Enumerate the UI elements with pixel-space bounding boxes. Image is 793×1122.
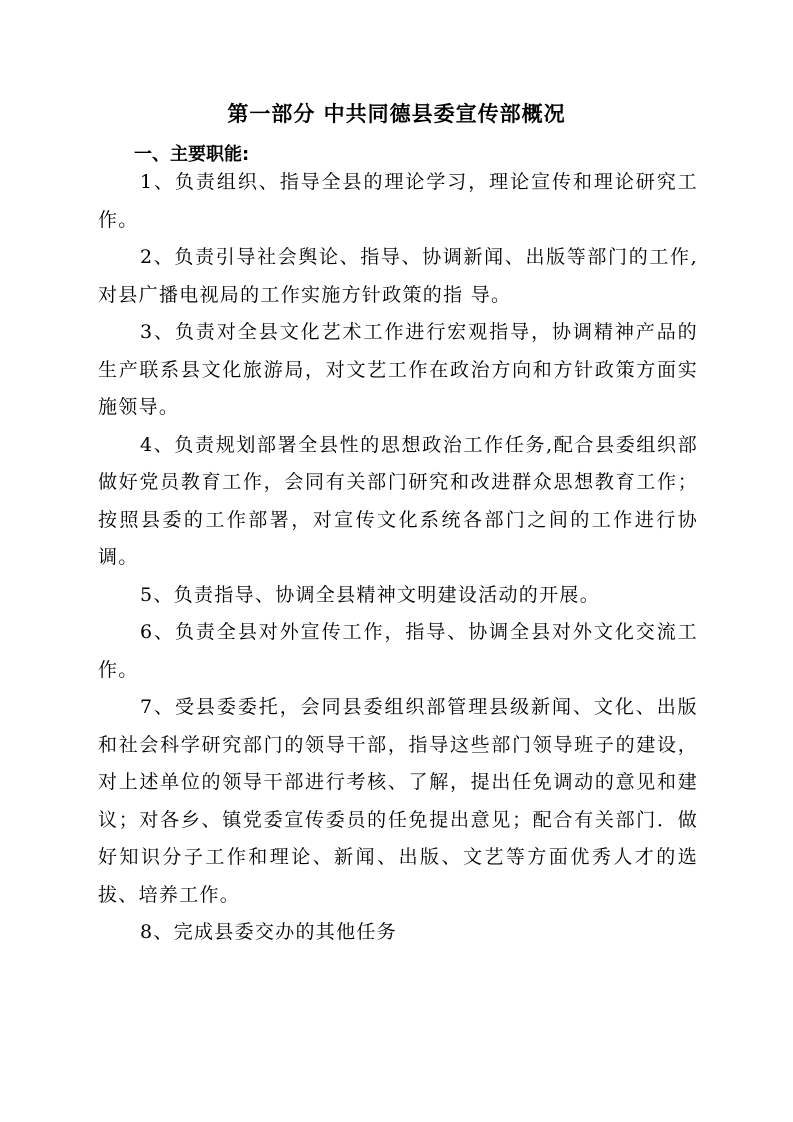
duty-paragraph-3: 3、负责对全县文化艺术工作进行宏观指导，协调精神产品的生产联系县文化旅游局，对文艺工作在政治方向和方针政策方面实施领导。 [98, 321, 698, 418]
duty-paragraph-6: 6、负责全县对外宣传工作，指导、协调全县对外文化交流工作。 [98, 621, 698, 681]
duty-paragraph-8: 8、完成县委交办的其他任务 [140, 921, 397, 943]
duty-paragraph-1: 1、负责组织、指导全县的理论学习，理论宣传和理论研究工作。 [98, 171, 698, 231]
duty-paragraph-4: 4、负责规划部署全县性的思想政治工作任务,配合县委组织部做好党员教育工作，会同有关部门研究和改进群众思想教育工作；按照县委的工作部署，对宣传文化系统各部门之间的工作进行协调。 [98, 433, 698, 568]
document-body [98, 164, 698, 952]
section-heading: 一、主要职能: [134, 144, 250, 165]
page-title: 第一部分 中共同德县委宣传部概况 [227, 102, 566, 126]
duty-paragraph-2: 2、负责引导社会舆论、指导、协调新闻、出版等部门的工作,对县广播电视局的工作实施方针政策的指 导。 [98, 246, 698, 306]
duty-paragraph-5: 5、负责指导、协调全县精神文明建设活动的开展。 [140, 583, 600, 606]
duty-paragraph-7: 7、受县委委托，会同县委组织部管理县级新闻、文化、出版和社会科学研究部门的领导干部，指导这些部门领导班子的建设，对上述单位的领导干部进行考核、了解，提出任免调动的意见和建议；对各乡、镇党委宣传委员的任免提出意见；配合有关部门．做好知识分子工作和理论、新闻、出版、文艺等方面优秀人才的选拔、培养工作。 [98, 696, 698, 906]
